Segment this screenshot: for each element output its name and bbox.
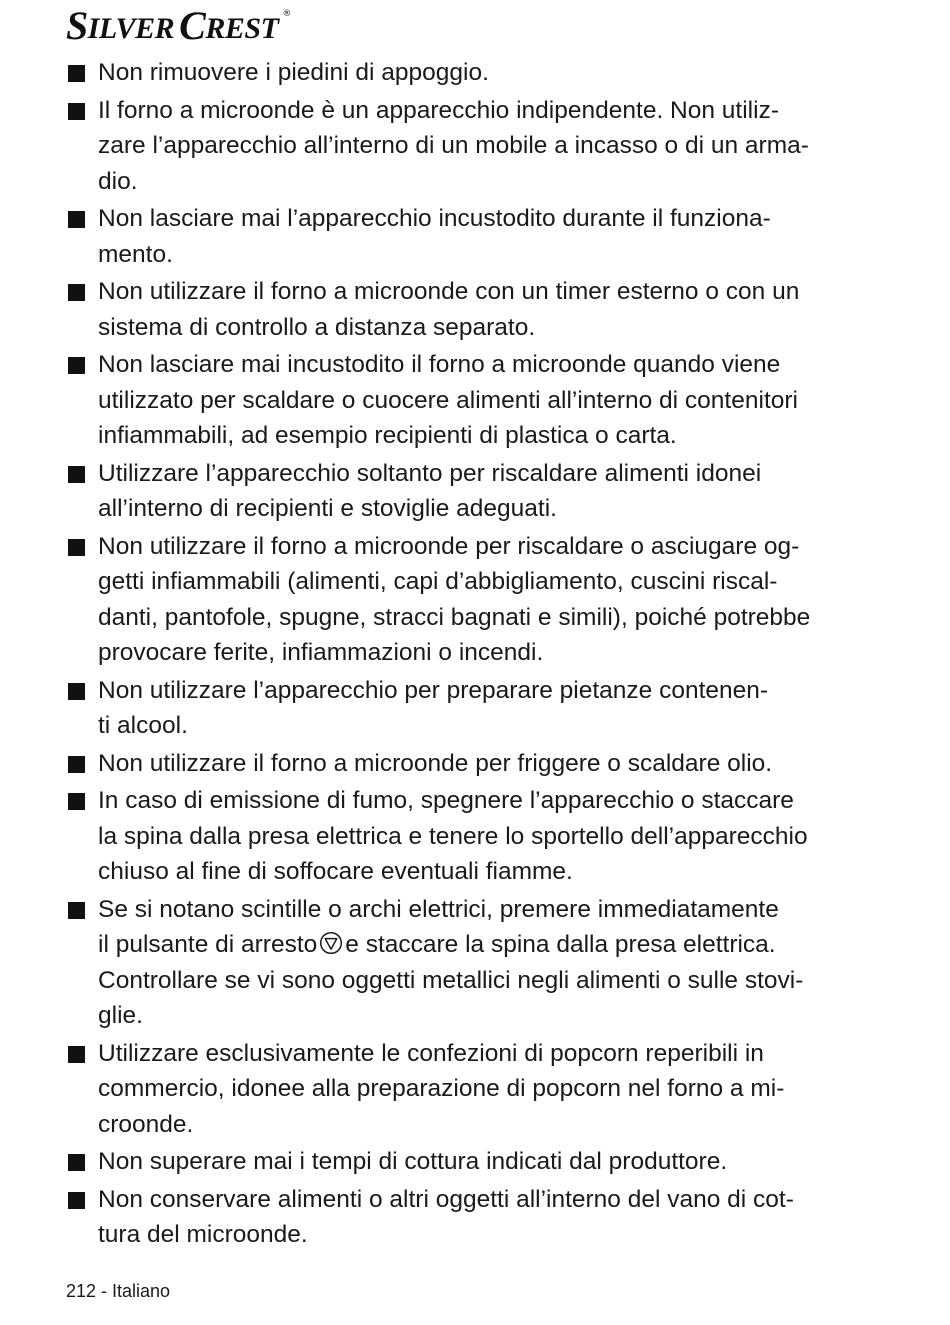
rule-text-line: all’interno di recipienti e stoviglie adeguati. <box>98 495 557 522</box>
page-footer: 212 - Italiano <box>66 1281 171 1301</box>
rule-text-line <box>98 927 866 963</box>
list-item <box>66 783 866 890</box>
bullet-square-icon <box>68 756 85 773</box>
rule-text-line: zare l’apparecchio all’interno di un mobile a incasso o di un arma- <box>98 132 809 159</box>
rule-text-line: Non lasciare mai incustodito il forno a microonde quando viene <box>98 351 781 378</box>
list-item <box>66 1144 866 1180</box>
safety-rules-list <box>66 55 866 1255</box>
rule-text-line: Non utilizzare il forno a microonde per friggere o scaldare olio. <box>98 749 773 777</box>
bullet-square-icon <box>68 466 85 483</box>
rule-text-line: mento. <box>98 240 173 268</box>
list-item <box>66 93 866 200</box>
stop-button-icon <box>319 931 343 955</box>
list-item <box>66 55 866 91</box>
registered-mark: ® <box>282 9 291 19</box>
list-item <box>66 347 866 454</box>
bullet-square-icon <box>68 103 85 120</box>
rule-text-line: glie. <box>98 1002 143 1029</box>
list-item <box>66 529 866 671</box>
list-item <box>66 1036 866 1143</box>
rule-text-line: dio. <box>98 167 138 195</box>
list-item <box>66 892 866 1034</box>
rule-text-line: Non utilizzare l’apparecchio per preparare pietanze contenen- <box>98 676 769 704</box>
bullet-square-icon <box>68 683 85 700</box>
logo-letter: S <box>66 3 88 48</box>
bullet-square-icon <box>68 357 85 374</box>
bullet-square-icon <box>68 1154 85 1171</box>
rule-text-line: croonde. <box>98 1110 194 1138</box>
rule-text-line: tura del microonde. <box>98 1221 308 1248</box>
rule-text-line: getti infiammabili (alimenti, capi d’abbigliamento, cuscini riscal- <box>98 568 778 595</box>
list-item <box>66 673 866 744</box>
rule-text-line: Non rimuovere i piedini di appoggio. <box>98 59 489 86</box>
rule-text-segment: e staccare la spina dalla presa elettrica. <box>345 931 776 958</box>
bullet-square-icon <box>68 793 85 810</box>
brand-logo <box>66 2 291 46</box>
rule-text-line: Controllare se vi sono oggetti metallici negli alimenti o sulle stovi- <box>98 966 804 994</box>
rule-text-line: infiammabili, ad esempio recipienti di plastica o carta. <box>98 422 677 449</box>
bullet-square-icon <box>68 1192 85 1209</box>
logo-letter: C <box>179 3 206 48</box>
list-item <box>66 456 866 527</box>
rule-text-line: commercio, idonee alla preparazione di popcorn nel forno a mi- <box>98 1075 785 1102</box>
rule-text-line: ti alcool. <box>98 712 188 739</box>
rule-text-line: danti, pantofole, spugne, stracci bagnati e simili), poiché potrebbe <box>98 603 811 631</box>
bullet-square-icon <box>68 539 85 556</box>
bullet-square-icon <box>68 65 85 82</box>
rule-text-line: utilizzato per scaldare o cuocere alimenti all’interno di contenitori <box>98 386 798 414</box>
rule-text-line: chiuso al fine di soffocare eventuali fiamme. <box>98 858 573 885</box>
rule-text-line: In caso di emissione di fumo, spegnere l’apparecchio o staccare <box>98 787 794 814</box>
rule-text-line: Non conservare alimenti o altri oggetti all’interno del vano di cot- <box>98 1185 794 1213</box>
rule-text-line: Il forno a microonde è un apparecchio indipendente. Non utiliz- <box>98 96 779 124</box>
rule-text-line: Non superare mai i tempi di cottura indicati dal produttore. <box>98 1148 728 1175</box>
list-item <box>66 201 866 272</box>
bullet-square-icon <box>68 902 85 919</box>
logo-letters: REST <box>205 12 279 45</box>
bullet-square-icon <box>68 284 85 301</box>
list-item <box>66 746 866 782</box>
rule-text-line: Non utilizzare il forno a microonde con un timer esterno o con un <box>98 278 800 305</box>
rule-text-line: Non lasciare mai l’apparecchio incustodito durante il funziona- <box>98 205 771 232</box>
list-item <box>66 274 866 345</box>
bullet-square-icon <box>68 211 85 228</box>
rule-text-segment: il pulsante di arresto <box>98 931 318 958</box>
rule-text-line: Utilizzare l’apparecchio soltanto per riscaldare alimenti idonei <box>98 459 762 487</box>
rule-text-line: provocare ferite, infiammazioni o incendi. <box>98 639 544 666</box>
logo-letters: ILVER <box>87 12 175 45</box>
rule-text-line: la spina dalla presa elettrica e tenere lo sportello dell’apparecchio <box>98 822 808 850</box>
list-item <box>66 1182 866 1253</box>
rule-text-line: Utilizzare esclusivamente le confezioni di popcorn reperibili in <box>98 1039 764 1067</box>
bullet-square-icon <box>68 1046 85 1063</box>
rule-text-line: Se si notano scintille o archi elettrici, premere immediatamente <box>98 895 779 923</box>
rule-text-line: sistema di controllo a distanza separato. <box>98 313 536 341</box>
rule-text-line: Non utilizzare il forno a microonde per riscaldare o asciugare og- <box>98 532 800 560</box>
